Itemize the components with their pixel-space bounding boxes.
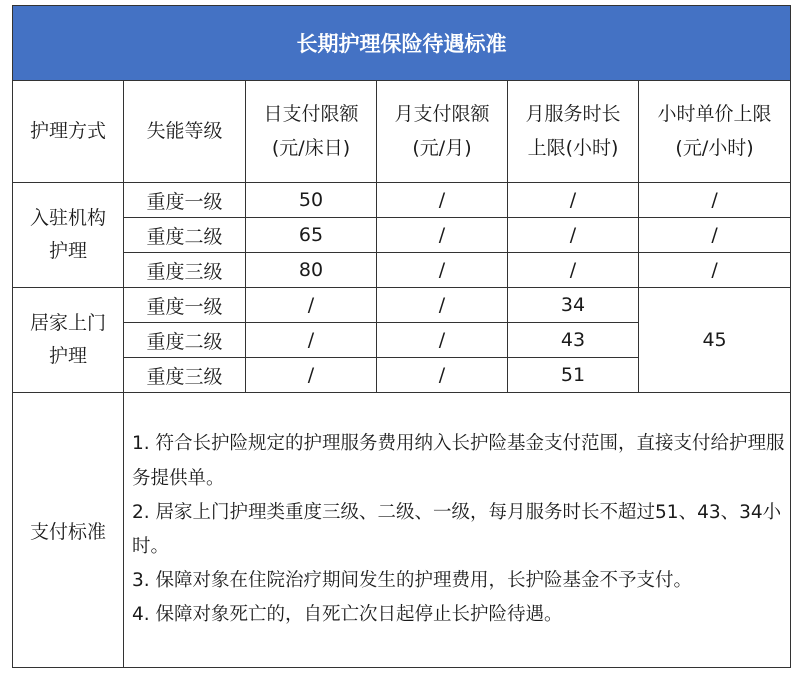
group-institution-line1: 入驻机构 <box>29 206 106 229</box>
table-row <box>13 183 791 218</box>
payment-rule-4: 4. 保障对象死亡的，自死亡次日起停止长护险待遇。 <box>132 604 563 626</box>
header-monthly-hours <box>508 81 639 183</box>
header-monthly-limit-line2: (元/月) <box>412 136 472 159</box>
hourly-price-cell: / <box>639 218 791 253</box>
monthly-hours-cell: / <box>508 183 639 218</box>
monthly-limit-cell: / <box>377 218 508 253</box>
title-row <box>13 6 791 81</box>
table-row <box>13 288 791 323</box>
payment-standard-label: 支付标准 <box>13 393 124 668</box>
payment-rule-3: 3. 保障对象在住院治疗期间发生的护理费用，长护险基金不予支付。 <box>132 570 693 592</box>
header-monthly-hours-line1: 月服务时长 <box>525 103 621 126</box>
header-hourly-price-line2: (元/小时) <box>675 136 754 159</box>
level-cell: 重度三级 <box>124 253 246 288</box>
benefit-standards-table-wrapper <box>12 5 790 683</box>
monthly-hours-cell: 51 <box>508 358 639 393</box>
monthly-limit-cell: / <box>377 253 508 288</box>
benefit-standards-table <box>12 5 791 668</box>
payment-standard-row <box>13 393 791 668</box>
home-hourly-price-cell: 45 <box>639 288 791 393</box>
daily-limit-cell: 50 <box>246 183 377 218</box>
monthly-limit-cell: / <box>377 358 508 393</box>
payment-rule-2: 2. 居家上门护理类重度三级、二级、一级，每月服务时长不超过51、43、34小时。 <box>132 501 782 557</box>
level-cell: 重度一级 <box>124 288 246 323</box>
payment-rules <box>124 393 791 668</box>
daily-limit-cell: / <box>246 358 377 393</box>
group-home-care <box>13 288 124 393</box>
daily-limit-cell: / <box>246 288 377 323</box>
monthly-hours-cell: 43 <box>508 323 639 358</box>
header-disability-level: 失能等级 <box>124 81 246 183</box>
monthly-hours-cell: / <box>508 218 639 253</box>
header-row <box>13 81 791 183</box>
group-institution-care <box>13 183 124 288</box>
level-cell: 重度二级 <box>124 218 246 253</box>
group-home-line2: 护理 <box>48 345 87 367</box>
header-daily-limit <box>246 81 377 183</box>
hourly-price-cell: / <box>639 253 791 288</box>
table-row <box>13 253 791 288</box>
header-daily-limit-line2: (元/床日) <box>271 136 351 159</box>
level-cell: 重度三级 <box>124 358 246 393</box>
monthly-hours-cell: / <box>508 253 639 288</box>
monthly-hours-cell: 34 <box>508 288 639 323</box>
daily-limit-cell: 80 <box>246 253 377 288</box>
level-cell: 重度一级 <box>124 183 246 218</box>
header-care-mode: 护理方式 <box>13 81 124 183</box>
group-home-line1: 居家上门 <box>29 311 106 334</box>
payment-rule-1: 1. 符合长护险规定的护理服务费用纳入长护险基金支付范围，直接支付给护理服务提供单。 <box>132 433 785 489</box>
header-hourly-price <box>639 81 791 183</box>
header-daily-limit-line1: 日支付限额 <box>263 103 359 126</box>
monthly-limit-cell: / <box>377 288 508 323</box>
header-monthly-limit <box>377 81 508 183</box>
level-cell: 重度二级 <box>124 323 246 358</box>
daily-limit-cell: / <box>246 323 377 358</box>
table-row <box>13 218 791 253</box>
header-monthly-hours-line2: 上限(小时) <box>527 136 619 159</box>
header-hourly-price-line1: 小时单价上限 <box>657 103 772 126</box>
monthly-limit-cell: / <box>377 323 508 358</box>
hourly-price-cell: / <box>639 183 791 218</box>
monthly-limit-cell: / <box>377 183 508 218</box>
header-monthly-limit-line1: 月支付限额 <box>394 103 490 126</box>
table-title: 长期护理保险待遇标准 <box>13 6 791 81</box>
group-institution-line2: 护理 <box>48 240 87 262</box>
daily-limit-cell: 65 <box>246 218 377 253</box>
